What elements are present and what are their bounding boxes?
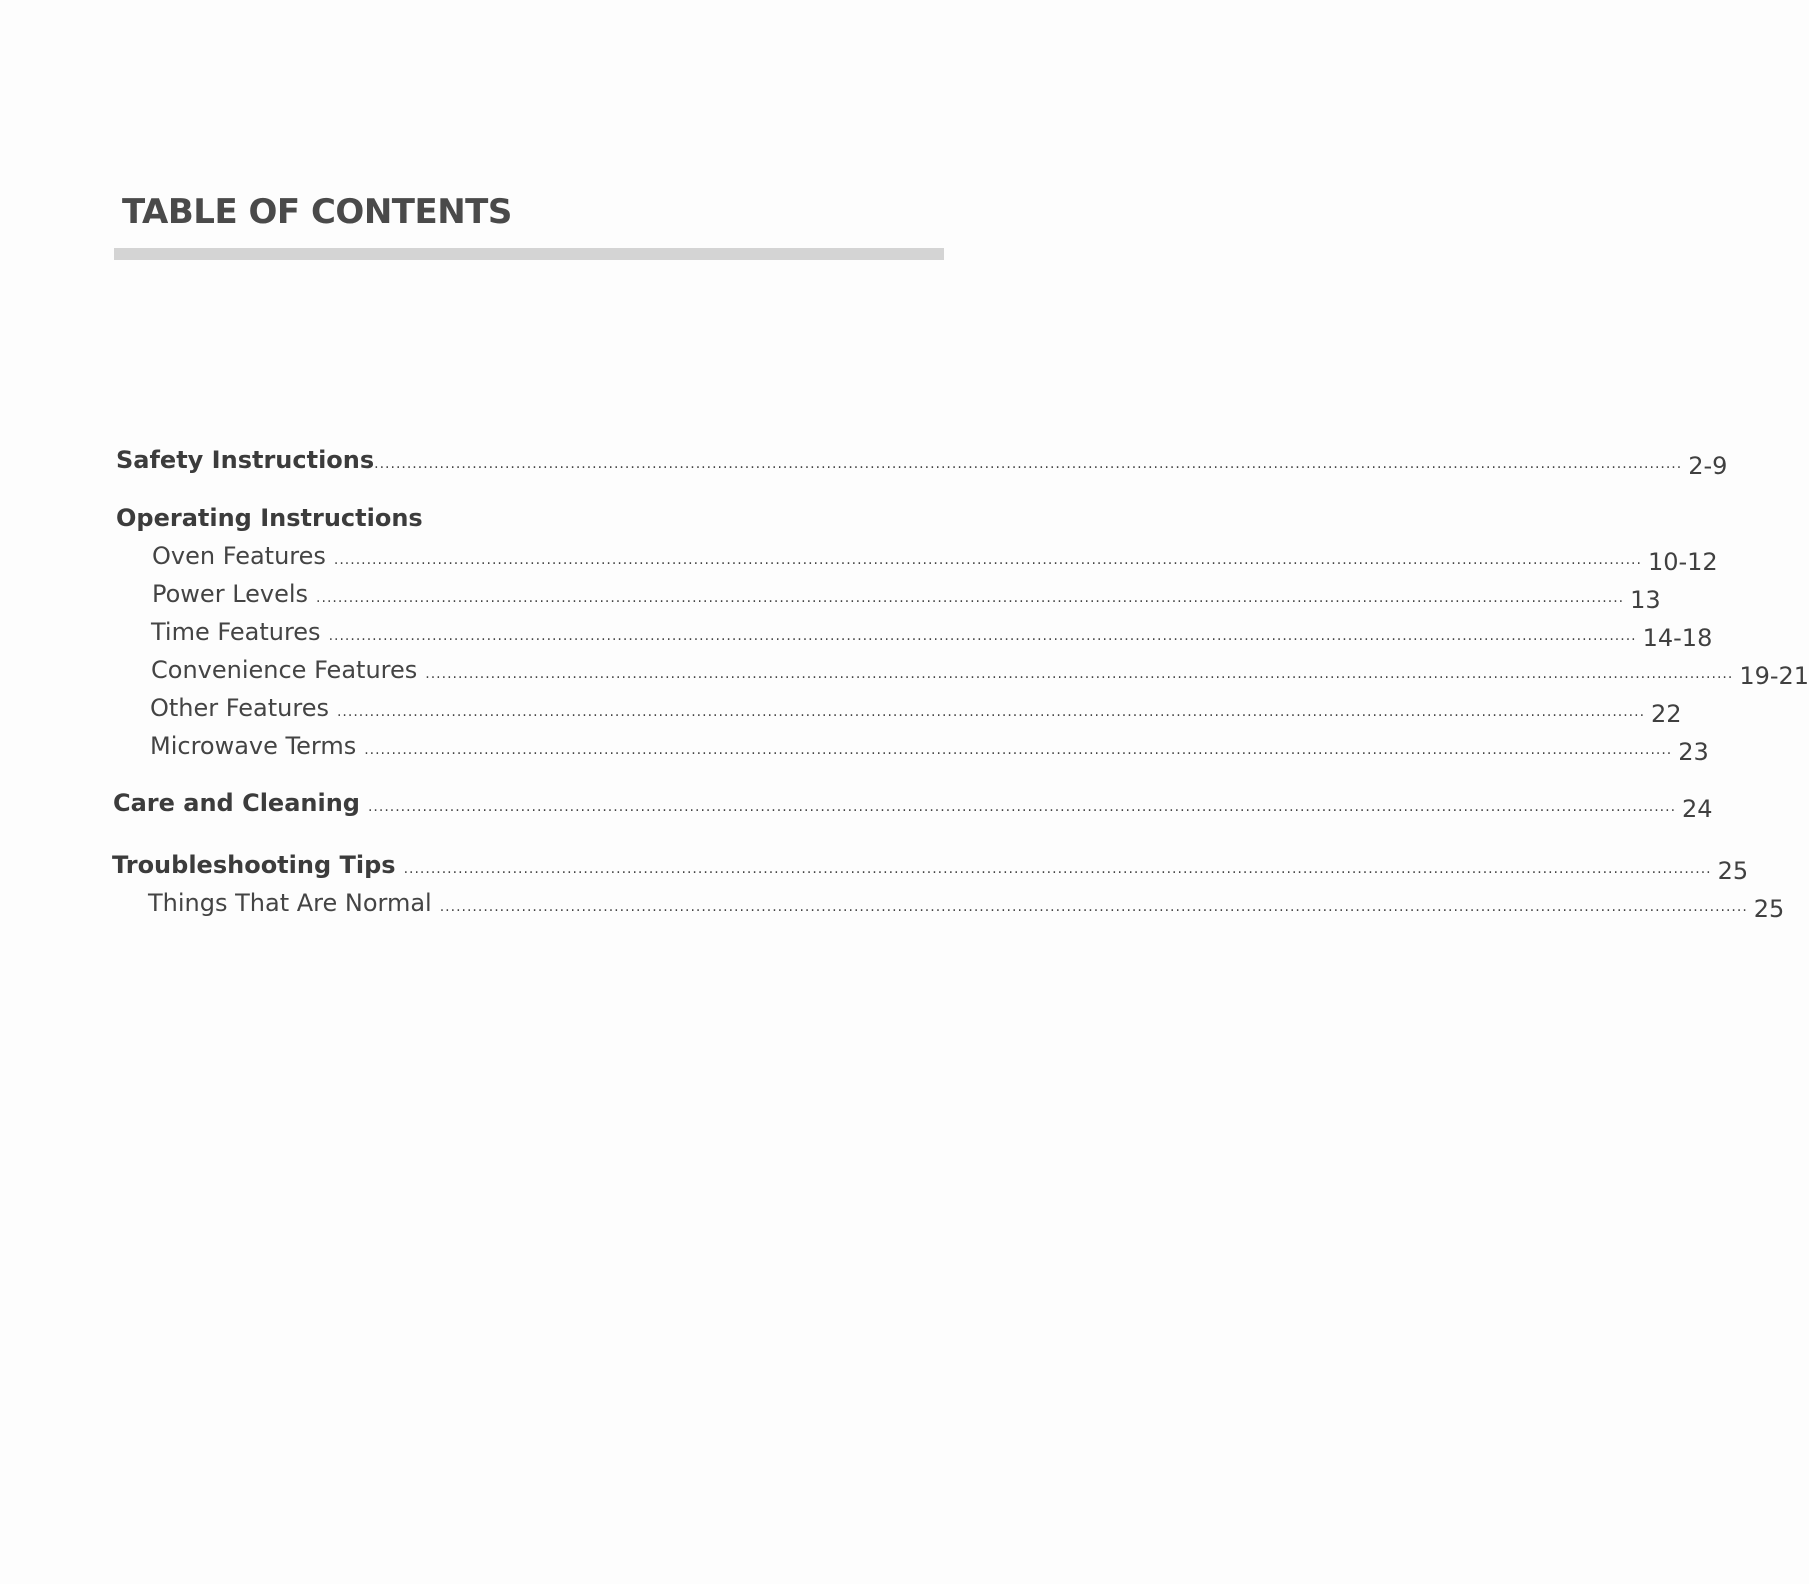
toc-entry-label: Time Features — [151, 618, 321, 646]
toc-entry-safety-instructions[interactable] — [116, 446, 1728, 480]
dot-leader: ................................................................................................................................................................................................................................................ — [316, 590, 1625, 606]
toc-entry-label: Care and Cleaning — [113, 789, 360, 817]
toc-page-number: 14-18 — [1642, 624, 1713, 652]
toc-entry-label: Things That Are Normal — [148, 889, 432, 917]
dot-leader: ................................................................................................................................................................................................................................................ — [336, 704, 1646, 720]
toc-page-number: 2-9 — [1688, 452, 1728, 480]
toc-entry-troubleshooting-tips[interactable] — [112, 851, 1749, 885]
toc-page-number: 19-21 — [1739, 662, 1809, 690]
toc-page-number: 25 — [1717, 857, 1749, 885]
title-underline — [114, 248, 944, 260]
toc-entry-label: Convenience Features — [151, 656, 418, 684]
toc-entry-other-features[interactable] — [150, 694, 1682, 728]
toc-page-number: 13 — [1630, 586, 1661, 614]
toc-entry-convenience-features[interactable] — [151, 656, 1809, 690]
toc-entry-label: Power Levels — [152, 580, 309, 608]
dot-leader: ................................................................................................................................................................................................................................................ — [333, 552, 1642, 568]
dot-leader: ................................................................................................................................................................................................................................................ — [439, 899, 1748, 915]
toc-entry-label: Troubleshooting Tips — [112, 851, 396, 879]
dot-leader: ................................................................................................................................................................................................................................................ — [425, 666, 1734, 682]
toc-entry-label: Other Features — [150, 694, 329, 722]
toc-entry-things-that-are-normal[interactable] — [148, 889, 1785, 923]
dot-leader: ................................................................................................................................................................................................................................................ — [367, 799, 1677, 815]
toc-page-number: 22 — [1651, 700, 1682, 728]
toc-entry-time-features[interactable] — [151, 618, 1713, 652]
dot-leader: ................................................................................................................................................................................................................................................ — [374, 456, 1683, 472]
toc-section-operating-instructions[interactable]: Operating Instructions — [116, 504, 423, 532]
toc-page-number: 10-12 — [1647, 548, 1718, 576]
toc-page-number: 23 — [1678, 738, 1709, 766]
toc-entry-power-levels[interactable] — [152, 580, 1661, 614]
dot-leader: ................................................................................................................................................................................................................................................ — [328, 628, 1637, 644]
toc-entry-label: Microwave Terms — [150, 732, 357, 760]
dot-leader: ................................................................................................................................................................................................................................................ — [364, 742, 1673, 758]
toc-entry-oven-features[interactable] — [152, 542, 1718, 576]
toc-entry-microwave-terms[interactable] — [150, 732, 1709, 766]
page-title: TABLE OF CONTENTS — [122, 192, 512, 232]
toc-page-number: 24 — [1682, 795, 1713, 823]
dot-leader: ................................................................................................................................................................................................................................................ — [403, 861, 1712, 877]
toc-entry-label: Safety Instructions — [116, 446, 375, 474]
toc-entry-care-and-cleaning[interactable] — [113, 789, 1713, 823]
toc-entry-label: Oven Features — [152, 542, 326, 570]
toc-page-number: 25 — [1753, 895, 1785, 923]
